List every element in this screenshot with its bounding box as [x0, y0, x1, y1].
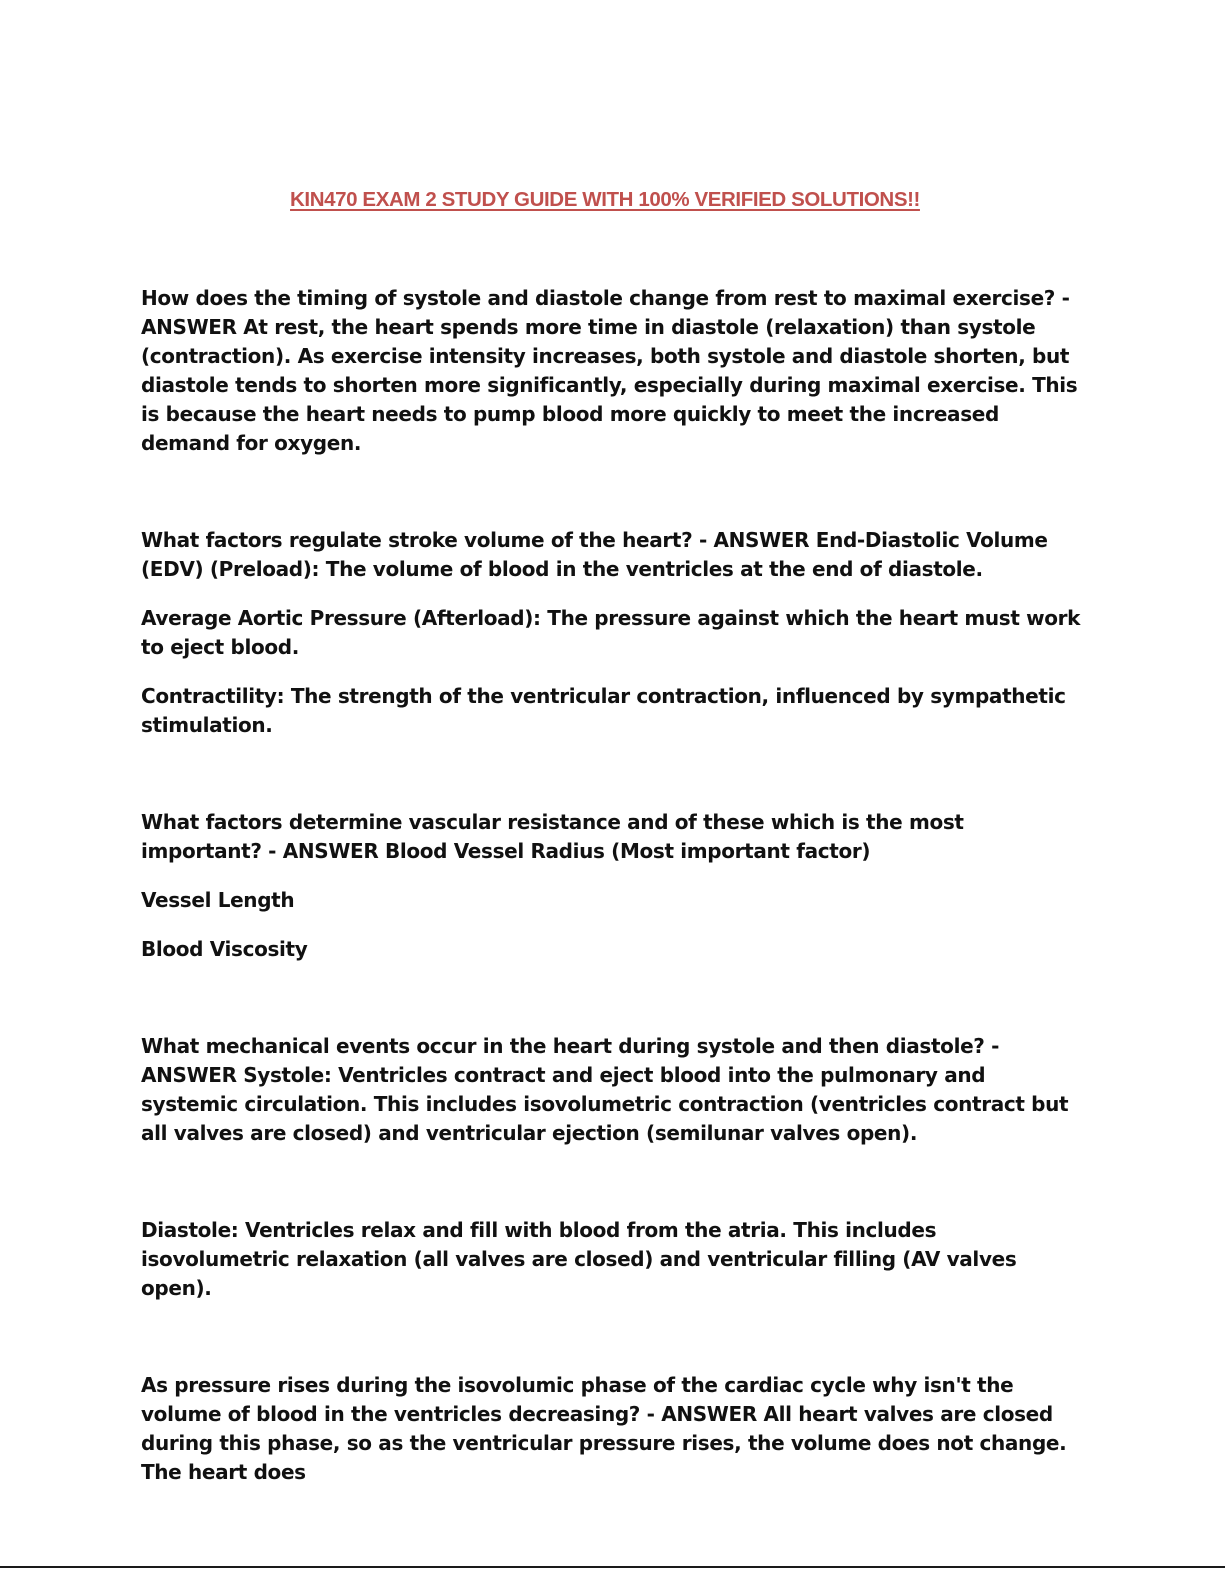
- question-stroke-volume: What factors regulate stroke volume of the heart? - ANSWER End-Diastolic Volume (EDV) (Preload): The volume of blood in the ventricles at the end of diastole.: [141, 528, 1048, 581]
- section-spacer: [141, 964, 1081, 1032]
- section-spacer: [141, 740, 1081, 808]
- question-mechanical-events: What mechanical events occur in the heart during systole and then diastole? - ANSWER Systole: Ventricles contract and eject blood into the pulmonary and systemic circulation. This includes isovolumetric contraction (ventricles contract but all valves are closed) and ventricular ejection (semilunar valves open).: [141, 1034, 1069, 1145]
- question-vascular-resistance: What factors determine vascular resistance and of these which is the most important? - ANSWER Blood Vessel Radius (Most important factor): [141, 810, 964, 863]
- paragraph-spacer: [141, 915, 1081, 935]
- question-timing-systole-diastole: How does the timing of systole and diastole change from rest to maximal exercise? - ANSWER At rest, the heart spends more time in diastole (relaxation) than systole (contraction). As exercise intensity increases, both systole and diastole shorten, but diastole tends to shorten more significantly, especially during maximal exercise. This is because the heart needs to pump blood more quickly to meet the increased demand for oxygen.: [141, 286, 1078, 455]
- document-title: KIN470 EXAM 2 STUDY GUIDE WITH 100% VERIFIED SOLUTIONS!!: [290, 188, 920, 211]
- study-guide-content: [141, 284, 1081, 1487]
- section-spacer: [141, 1303, 1081, 1371]
- section-spacer: [141, 1148, 1081, 1216]
- paragraph-spacer: [141, 662, 1081, 682]
- page-bottom-rule: [0, 1566, 1225, 1568]
- paragraph-spacer: [141, 584, 1081, 604]
- answer-contractility: Contractility: The strength of the ventricular contraction, influenced by sympathetic stimulation.: [141, 684, 1066, 737]
- section-spacer: [141, 458, 1081, 526]
- answer-diastole: Diastole: Ventricles relax and fill with blood from the atria. This includes isovolumetric relaxation (all valves are closed) and ventricular filling (AV valves open).: [141, 1218, 1017, 1300]
- answer-afterload: Average Aortic Pressure (Afterload): The pressure against which the heart must work to eject blood.: [141, 606, 1081, 659]
- answer-vessel-length: Vessel Length: [141, 888, 295, 912]
- paragraph-spacer: [141, 866, 1081, 886]
- answer-blood-viscosity: Blood Viscosity: [141, 937, 308, 961]
- question-isovolumic-phase: As pressure rises during the isovolumic phase of the cardiac cycle why isn't the volume of blood in the ventricles decreasing? - ANSWER All heart valves are closed during this phase, so as the ventricular pressure rises, the volume does not change. The heart does: [141, 1373, 1067, 1484]
